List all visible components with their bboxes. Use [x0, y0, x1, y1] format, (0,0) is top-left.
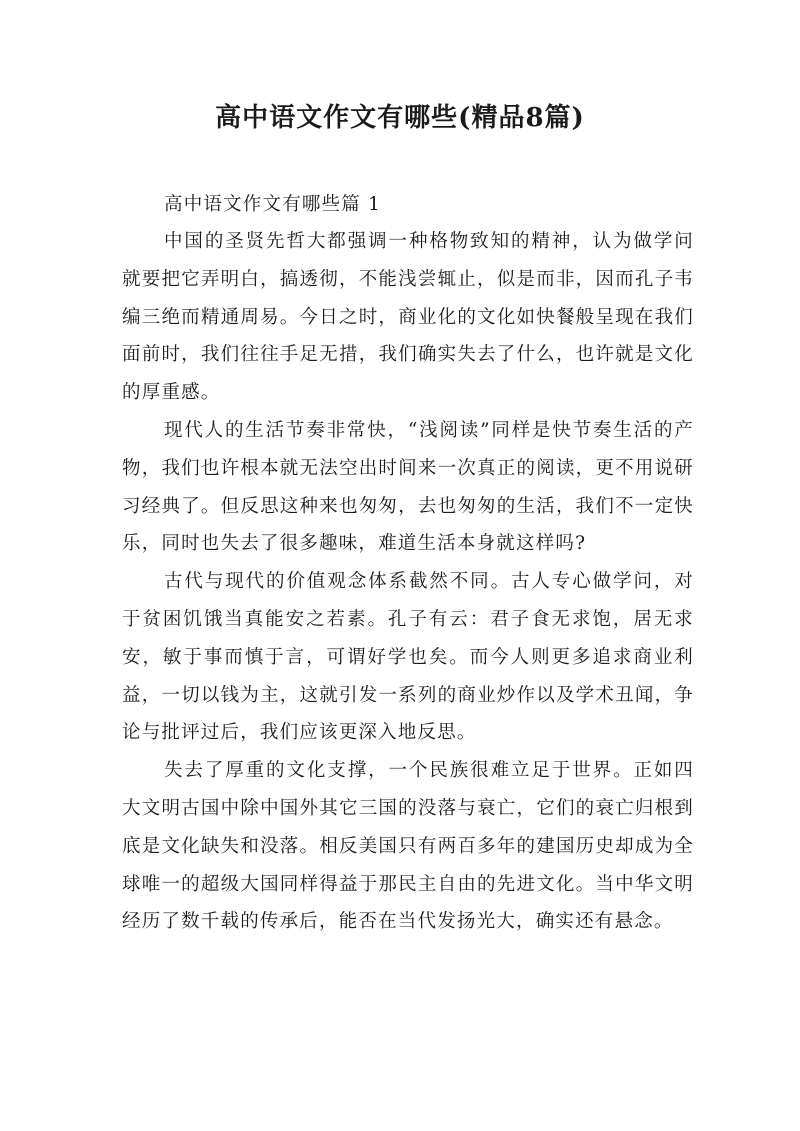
paragraph-4: 失去了厚重的文化支撑，一个民族很难立足于世界。正如四大文明古国中除中国外其它三国的没落与衰亡，它们的衰亡归根到底是文化缺失和没落。相反美国只有两百多年的建国历史却成为全球唯一的超级大国同样得益于那民主自由的先进文化。当中华文明经历了数千载的传承后，能否在当代发扬光大，确实还有悬念。	[122, 760, 694, 933]
paragraph-2: 现代人的生活节奏非常快，“浅阅读”同样是快节奏生活的产物，我们也许根本就无法空出时间来一次真正的阅读，更不用说研习经典了。但反思这种来也匆匆，去也匆匆的生活，我们不一定快乐，同时也失去了很多趣味，难道生活本身就这样吗?	[122, 419, 694, 555]
paragraph-1: 中国的圣贤先哲大都强调一种格物致知的精神，认为做学问就要把它弄明白，搞透彻，不能浅尝辄止，似是而非，因而孔子韦编三绝而精通周易。今日之时，商业化的文化如快餐般呈现在我们面前时，我们往往手足无措，我们确实失去了什么，也许就是文化的厚重感。	[122, 231, 694, 404]
paragraph-3: 古代与现代的价值观念体系截然不同。古人专心做学问，对于贫困饥饿当真能安之若素。孔子有云：君子食无求饱，居无求安，敏于事而慎于言，可谓好学也矣。而今人则更多追求商业利益，一切以钱为主，这就引发一系列的商业炒作以及学术丑闻，争论与批评过后，我们应该更深入地反思。	[122, 571, 694, 744]
section-heading: 高中语文作文有哪些篇 1	[164, 194, 382, 215]
document-title: 高中语文作文有哪些(精品8篇)	[215, 103, 585, 133]
document-body	[122, 186, 694, 941]
